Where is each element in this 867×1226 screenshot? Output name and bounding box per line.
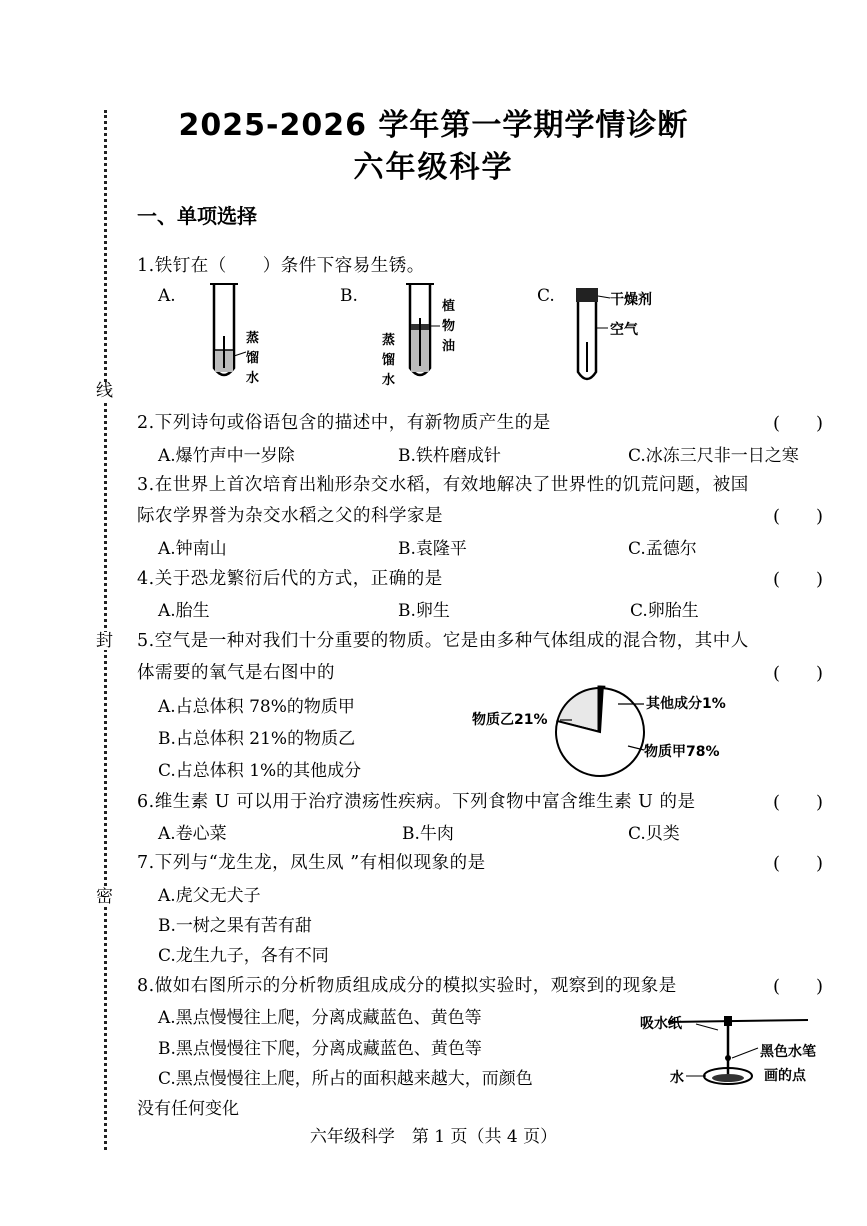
q8-option-b: B.黑点慢慢往下爬，分离成藏蓝色、黄色等 [158, 1039, 482, 1059]
q8-stem: 8.做如右图所示的分析物质组成成分的模拟实验时，观察到的现象是 [137, 976, 677, 996]
q4-option-b: B.卵生 [398, 601, 450, 621]
q2-option-a: A.爆竹声中一岁除 [158, 446, 295, 466]
q4-option-c: C.卵胎生 [630, 601, 699, 621]
q8-option-c-line2: 没有任何变化 [137, 1099, 239, 1119]
q1-option-c: C. [537, 286, 555, 306]
q1-c-desiccant-label: 干燥剂 [610, 292, 652, 308]
q1-option-b: B. [340, 286, 358, 306]
q1-stem: 1.铁钉在（ ）条件下容易生锈。 [137, 256, 425, 276]
q5-stem-line2: 体需要的氧气是右图中的 [137, 663, 335, 683]
binding-mark-mi: 密 [96, 887, 113, 907]
q6-option-c: C.贝类 [628, 824, 680, 844]
q8-label-water: 水 [670, 1070, 684, 1086]
q1-c-air-label: 空气 [610, 322, 638, 338]
q7-option-c: C.龙生九子，各有不同 [158, 946, 329, 966]
q1-b-oil-label-2: 物 [442, 319, 456, 334]
q1-b-oil-label-1: 植 [442, 299, 456, 314]
section-heading: 一、单项选择 [137, 204, 257, 228]
q4-stem: 4.关于恐龙繁衍后代的方式，正确的是 [137, 569, 443, 589]
pie-label-jia: 物质甲78% [644, 744, 720, 760]
q2-option-b: B.铁杵磨成针 [398, 446, 501, 466]
q3-answer-paren: ( ) [773, 506, 824, 527]
q3-stem-line2: 际农学界誉为杂交水稻之父的科学家是 [137, 506, 443, 526]
q4-option-a: A.胎生 [158, 601, 210, 621]
q2-answer-paren: ( ) [773, 413, 824, 434]
q8-answer-paren: ( ) [773, 976, 824, 997]
q5-air-pie-chart [460, 684, 760, 784]
q1-b-oil-label-3: 油 [442, 339, 456, 354]
q1-a-label-1: 蒸 [246, 331, 260, 346]
q5-option-c: C.占总体积 1%的其他成分 [158, 761, 362, 781]
q8-label-dot-1: 黑色水笔 [760, 1044, 816, 1060]
pie-label-yi: 物质乙21% [472, 712, 548, 728]
q8-label-dot-2: 画的点 [764, 1068, 806, 1084]
q1-b-water-label-2: 馏 [382, 353, 396, 368]
q1-b-water-label-3: 水 [382, 373, 396, 388]
q1-tube-c-diagram [568, 280, 678, 390]
q7-option-b: B.一树之果有苦有甜 [158, 916, 312, 936]
q1-tube-a-diagram [200, 280, 290, 390]
q8-label-paper: 吸水纸 [640, 1016, 682, 1032]
q8-chromatography-diagram [628, 1006, 856, 1096]
q1-b-water-label-1: 蒸 [382, 333, 396, 348]
q6-stem: 6.维生素 U 可以用于治疗溃疡性疾病。下列食物中富含维生素 U 的是 [137, 792, 696, 812]
q7-stem: 7.下列与“龙生龙，凤生凤 ”有相似现象的是 [137, 853, 486, 873]
q8-option-c-line1: C.黑点慢慢往上爬，所占的面积越来越大，而颜色 [158, 1069, 533, 1089]
q6-option-a: A.卷心菜 [158, 824, 227, 844]
binding-line [104, 110, 107, 1150]
q5-stem-line1: 5.空气是一种对我们十分重要的物质。它是由多种气体组成的混合物，其中人 [137, 631, 749, 651]
q1-a-label-2: 馏 [246, 351, 260, 366]
q2-stem: 2.下列诗句或俗语包含的描述中，有新物质产生的是 [137, 413, 551, 433]
q7-option-a: A.虎父无犬子 [158, 886, 261, 906]
q2-option-c: C.冰冻三尺非一日之寒 [628, 446, 799, 466]
q6-answer-paren: ( ) [773, 792, 824, 813]
q7-answer-paren: ( ) [773, 853, 824, 874]
exam-title: 2025-2026 学年第一学期学情诊断 [178, 108, 689, 143]
q5-answer-paren: ( ) [773, 663, 824, 684]
q4-answer-paren: ( ) [773, 569, 824, 590]
q3-option-b: B.袁隆平 [398, 539, 467, 559]
q8-option-a: A.黑点慢慢往上爬，分离成藏蓝色、黄色等 [158, 1008, 482, 1028]
q3-stem-line1: 3.在世界上首次培育出籼形杂交水稻，有效地解决了世界性的饥荒问题，被国 [137, 475, 749, 495]
binding-mark-xian: 线 [96, 381, 113, 401]
binding-mark-feng: 封 [96, 631, 113, 651]
q3-option-c: C.孟德尔 [628, 539, 697, 559]
q5-option-a: A.占总体积 78%的物质甲 [158, 697, 355, 717]
page-footer: 六年级科学 第 1 页（共 4 页） [309, 1127, 558, 1147]
pie-label-other: 其他成分1% [646, 696, 726, 712]
q1-a-label-3: 水 [246, 371, 260, 386]
q6-option-b: B.牛肉 [402, 824, 454, 844]
q1-tube-b-diagram [378, 280, 478, 390]
q1-option-a: A. [158, 286, 176, 306]
pie-slices [556, 688, 644, 776]
q3-option-a: A.钟南山 [158, 539, 227, 559]
exam-subject: 六年级科学 [353, 150, 514, 185]
q5-option-b: B.占总体积 21%的物质乙 [158, 729, 356, 749]
